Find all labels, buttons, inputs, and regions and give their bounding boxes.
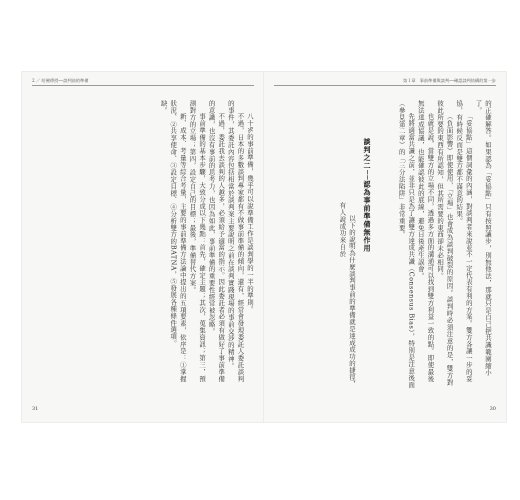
paragraph: （負面影響）即使使用，「立場」也會成為談判破裂的原因。談判時必須注意的是，雙方對彼此所要的東西有所認知，但其所需要的東西卻未必相同。	[436, 100, 454, 386]
paragraph: 八十%的事前準備，幾乎可以說準備工作是談判學的一半的準則。	[246, 112, 254, 313]
header-rule	[32, 85, 254, 86]
running-header: 2 ／ 哈佛傳授──談判前的準備	[32, 78, 89, 83]
left-page	[22, 72, 264, 422]
section-title: 談判之二──認為事前準備無作用	[363, 138, 371, 253]
running-header: 第１章 事前準備與談判──確認談判結構的第一步	[403, 78, 496, 83]
body-text	[282, 202, 356, 388]
paragraph: 的正確解答。如果認為「妥協點」只有按照讓步，別無他法，那就只是自己把共識範圍縮小了。	[474, 100, 492, 376]
paragraph: 也就是說，當雙方的立場不同，透過多方面的溝通可以找到雙方利益一致的點。即使最後無法達成協議，也能確認彼此的底線，避免日後產生誤會。	[416, 100, 435, 382]
body-text	[34, 100, 254, 388]
body-text	[384, 100, 492, 388]
paragraph: 「妥協點」這個詞彙的內涵，對談判者來說並不一定代表有利的方案。雙方各讓一步的妥協，有時候反而是雙方都不滿意的結果。	[455, 100, 473, 382]
page-number: 31	[32, 406, 39, 412]
paragraph: 不過，委託我去談判的人越多，必須給予適當的指示。因此委託者必須有做好了事前準備的意識，也沒有事前的思考力，也因為如此，事前準備的重要性經常被忽略。	[207, 100, 226, 382]
paragraph: 事前準備的基本步驟，大致分成以下幾點：首先，確定主題；其次，蒐集資訊；第三，預測對方的立場；第四，設定自己的目標；最後，準備替代方案。	[188, 100, 207, 382]
paragraph: 新、成本、考量等綜合考量，主要的事前準備方法論中提出的五項要素，依序是：①掌握狀況、②共享使命、③設定目標、④分析雙方的BATNA，⑤發展各種條件選項。	[169, 100, 187, 382]
paragraph: 以下的說明為什麼談判事前的準備就是達成成功的捷徑，有人說成功來自於	[338, 202, 356, 388]
header-rule	[274, 85, 496, 86]
page-number: 30	[489, 406, 496, 412]
paragraph: 不過，日本的多數談判專家都有不做事前準備的傾向，還有，經常會發現委託人委託談判的事件，其委託內容包括相當於談判案主要說明之前在談判實踐現場的事前交涉的精神。	[226, 100, 245, 382]
right-page	[264, 72, 506, 422]
paragraph: 缺。	[159, 100, 168, 114]
paragraph: 先將適當共識之前，並非只是為了讓雙方達成共識（Consensus Bias），特別是注意後面（參見第二章）的「三分法陷阱」非常重要。	[397, 100, 416, 388]
